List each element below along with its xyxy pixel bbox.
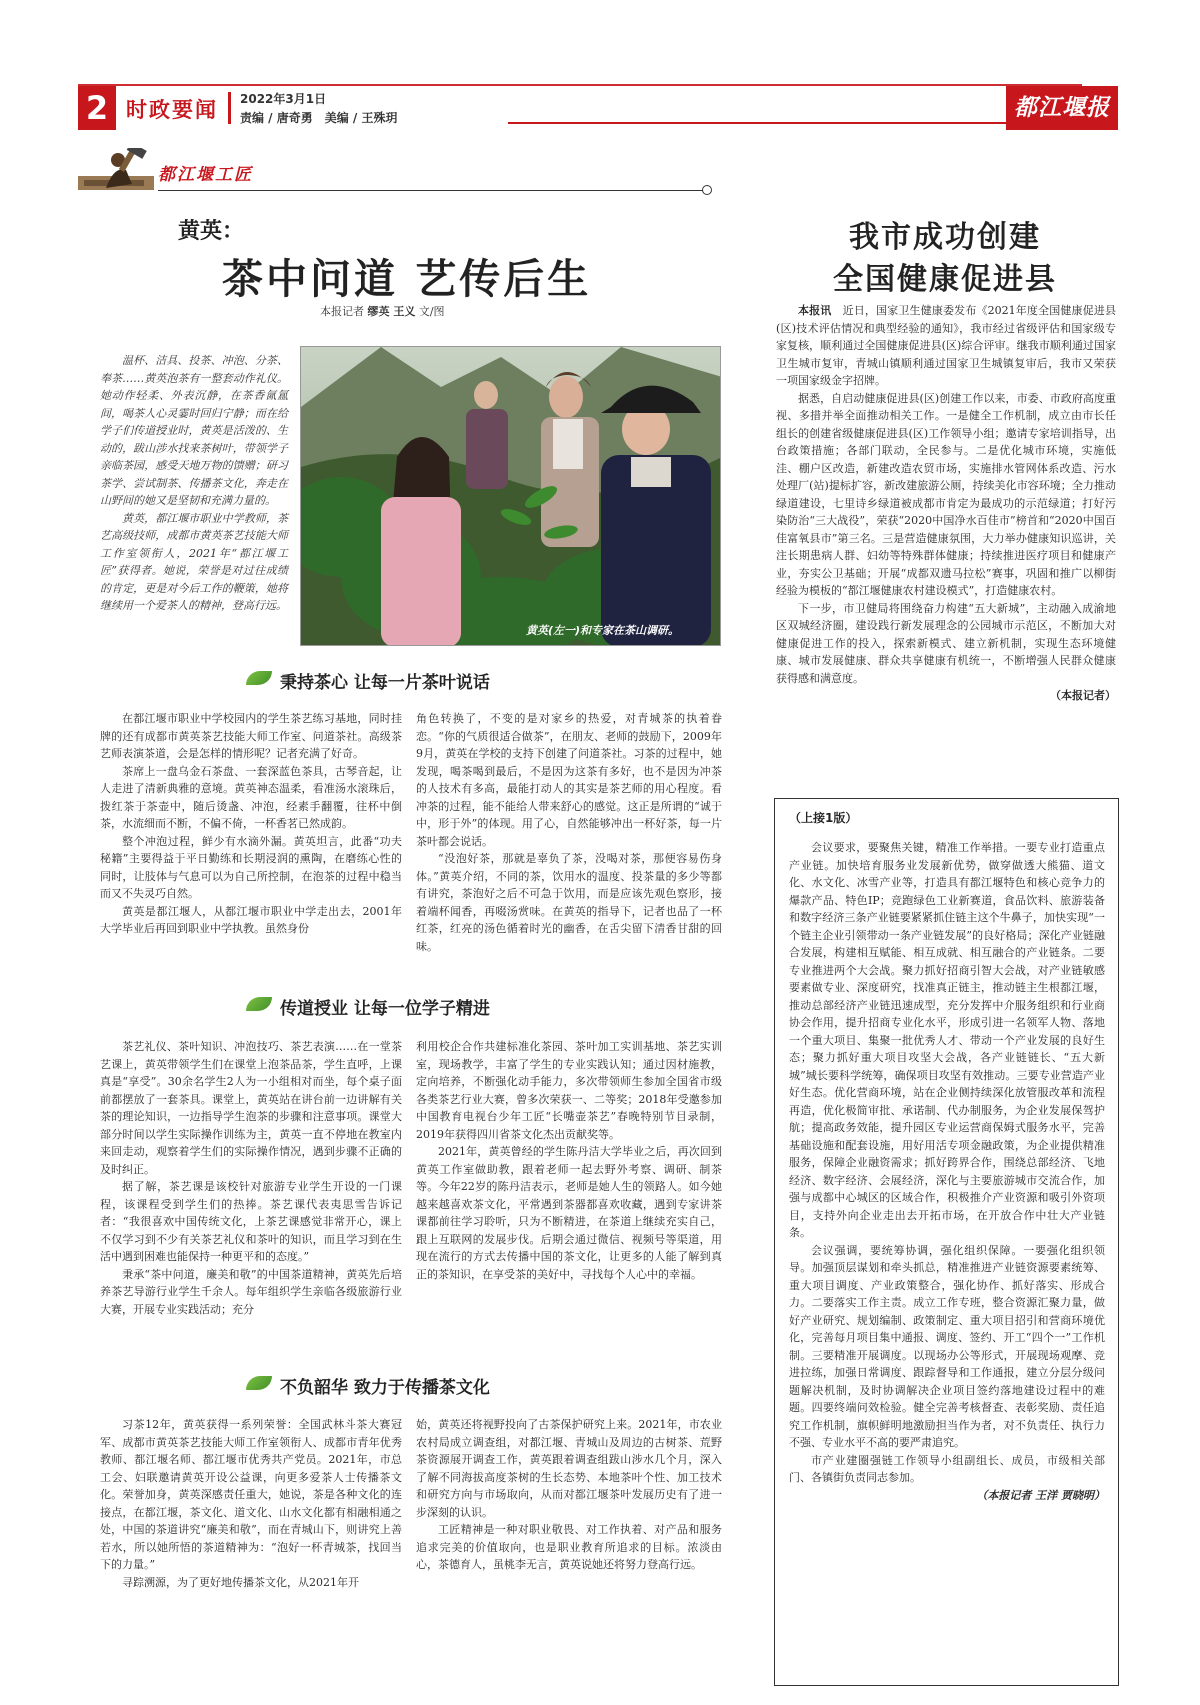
masthead-divider <box>228 92 231 124</box>
section-title: 时政要闻 <box>126 98 218 122</box>
photo-caption: 黄英(左一)和专家在茶山调研。 <box>526 624 680 637</box>
body-paragraph: 习茶12年，黄英获得一系列荣誉：全国武林斗茶大赛冠军、成都市黄英茶艺技能大师工作室领衔人、成都市青年优秀教师、都江堰名师、都江堰市优秀共产党员。2021年，市总工会、妇联邀请黄英开设公益课，向更多爱茶人士传播茶文化。荣誉加身，黄英深感责任重大，她说，茶是各种文化的连接点，在都江堰，茶文化、道文化、山水文化都有相融相通之处，中国的茶道讲究“廉美和敬”，而在青城山下，则讲究上善若水，所以她所悟的茶道精神为：“泡好一杯青城茶，找回当下的力量。” <box>100 1418 402 1571</box>
lead-tag: 本报讯 <box>798 304 832 317</box>
right-article-byline: （本报记者） <box>1050 689 1116 702</box>
body-paragraph <box>776 302 1116 390</box>
body-paragraph: 茶艺礼仪、茶叶知识、冲泡技巧、茶艺表演……在一堂茶艺课上，黄英带领学生们在课堂上泡茶品茶，学生直呼，上课真是“享受”。30余名学生2人为一小组相对而坐，每个桌子面前都摆放了一套茶具。课堂上，黄英站在讲台前一边讲解有关茶的理论知识，一边指导学生泡茶的步骤和注意事项。课堂大部分时间以学生实际操作训练为主，黄英一直不停地在教室内来回走动，观察着学生们的实际操作情况，遇到步骤不正确的及时纠正。 <box>100 1040 402 1176</box>
tea-garden-photo <box>301 347 721 646</box>
byline-names: 缪英 王义 <box>367 305 416 318</box>
craftsman-hammer-icon <box>78 148 154 192</box>
body-paragraph: 会议要求，要聚焦关键，精准工作举措。一要专业打造重点产业链。加快培育服务业发展新优势，做穿做透大熊猫、道文化、水文化、冰雪产业等，打造具有都江堰特色和核心竞争力的爆款产品、特色IP；竞跑绿色工业新赛道，食品饮料、旅游装备和数字经济三条产业链要紧紧抓住链主这个牛鼻子，加快实现“一个链主企业引领带动一条产业链发展”的良好格局；深化产业链融合发展，构建相互赋能、相互成就、相互融合的产业链条。二要专业推进两个大会战。聚力抓好招商引智大会战，对产业链敏感要素做专业、深度研究，找准真正链主，推动链主生根都江堰，推动总部经济产业链迅速成型，充分发挥中介服务组织和行业商协会作用，提升招商专业化水平，形成引进一名领军人物、落地一个重大项目、集聚一批优秀人才、带动一个产业发展的良好生态；聚力抓好重大项目攻坚大会战，各产业链链长、“五大新城”城长要科学统筹，确保项目攻坚有效推动。三要专业营造产业好生态。优化营商环境，站在企业侧持续深化放管服改革和流程再造，优化极简审批、承诺制、代办制服务，为企业发展保驾护航；提高政务效能，提升园区专业运营商保姆式服务水平，完善基础设施和配套设施，用好用活专项金融政策，为企业提供精准服务，保障企业融资需求；抓好跨界合作，围绕总部经济、飞地经济、数字经济、会展经济，深化与主要旅游城市交流合作，加强与成都中心城区的区域合作，积极推介产业资源和吸引外资项目，支持外向企业走出去开拓市场，在开放合作中壮大产业链条。 <box>789 841 1105 1239</box>
article-photo <box>300 346 721 646</box>
section-1-col-right <box>416 710 722 976</box>
body-paragraph: 会议强调，要统筹协调，强化组织保障。一要强化组织领导。加强顶层谋划和牵头抓总，精准推进产业链资源要素统筹、重大项目调度、产业政策整合，强化协作、抓好落实、形成合力。二要落实工作主责。成立工作专班，整合资源汇聚力量，做好产业研究、规划编制、政策制定、重大项目招引和营商环境优化，完善每月项目集中通报、调度、签约、开工“四个一”工作机制。三要精准开展调度。以现场办公等形式，开展现场观摩、竞进拉练，加强日常调度、跟踪督导和工作通报，建立分层分级问题解决机制，及时协调解决企业项目签约落地建设过程中的难题。四要终端问效检验。健全完善考核督查、表彰奖励、责任追究工作机制，旗帜鲜明地激励担当作为者，对不负责任、执行力不强、专业水平不高的要严肃追究。 <box>789 1243 1105 1449</box>
body-paragraph: 寻踪溯源，为了更好地传播茶文化，从2021年开 <box>122 1575 359 1589</box>
column-name: 都江堰工匠 <box>158 165 253 185</box>
body-paragraph: 2021年，黄英曾经的学生陈丹洁大学毕业之后，再次回到黄英工作室做助教，跟着老师一起去野外考察、调研、制茶等。今年22岁的陈丹洁表示，老师是她人生的领路人。如今她越来越喜欢茶文化，平常遇到茶器都喜欢收藏，遇到专家讲茶课都前往学习聆听，只为不断精进，在茶道上继续充实自己，跟上互联网的发展步伐。后期会通过微信、视频号等渠道，用现在流行的方式去传播中国的茶文化，让更多的人能了解到真正的茶知识，在享受茶的美好中，寻找每个人心中的幸福。 <box>416 1145 722 1281</box>
body-paragraph: “没泡好茶，那就是辜负了茶，没喝对茶，那便容易伤身体。”黄英介绍，不同的茶，饮用水的温度、投茶量的多少等都有讲究，茶泡好之后不可急于饮用，而是应该先观色察形，接着端杯闻香，再啜汤赏味。在黄英的指导下，记者也品了一杯红茶，红亮的汤色循着时光的幽香，在舌尖留下清香甘甜的回味。 <box>416 852 722 953</box>
section-1-col-left <box>100 710 402 976</box>
subhead-2: 传道授业 让每一位学子精进 <box>280 999 490 1019</box>
tea-leaf-icon <box>246 671 272 685</box>
editor-credits: 责编 / 唐奇勇 美编 / 王殊玥 <box>240 111 398 125</box>
masthead-underline <box>508 122 1082 124</box>
body-paragraph: 始，黄英还将视野投向了古茶保护研究上来。2021年，市农业农村局成立调查组，对都江堰、青城山及周边的古树茶、荒野茶资源展开调查工作，黄英跟着调查组跋山涉水几个月，深入了解不同海拔高度茶树的生长态势、本地茶叶个性、加工技术和研究方向与市场取向，从而对都江堰茶叶发展历史有了进一步深刻的认识。 <box>416 1418 722 1519</box>
body-paragraph: 秉承“茶中问道，廉美和敬”的中国茶道精神，黄英先后培养茶艺导游行业学生千余人。每年组织学生亲临各级旅游行业大赛，开展专业实践活动；充分 <box>100 1267 402 1316</box>
body-paragraph: 在都江堰市职业中学校园内的学生茶艺练习基地，同时挂牌的还有成都市黄英茶艺技能大师工作室、问道茶社。高级茶艺师表演茶道，会是怎样的情形呢？记者充满了好奇。 <box>100 712 402 760</box>
body-paragraph: 黄英是都江堰人，从都江堰市职业中学走出去，2001年大学毕业后再回到职业中学执教。虽然身份 <box>100 904 402 935</box>
banner-rule <box>158 190 706 191</box>
masthead <box>78 86 1118 130</box>
body-paragraph: 据了解，茶艺课是该校针对旅游专业学生开设的一门课程，该课程受到学生们的热捧。茶艺课代表夷思雪告诉记者：“我很喜欢中国传统文化，上茶艺课感觉非常开心，课上不仅学习到不少有关茶艺礼仪和茶叶的知识，而且学习到在生活中遇到困难也能保持一种更平和的态度。” <box>100 1180 402 1263</box>
section-2-col-right <box>416 1038 722 1358</box>
article-intro <box>100 352 288 615</box>
continued-article-byline: （本报记者 王洋 贾晓明） <box>976 1488 1105 1502</box>
right-article-body <box>776 302 1116 762</box>
banner-dot <box>702 185 712 195</box>
lead-text: 近日，国家卫生健康委发布《2021年度全国健康促进县(区)技术评估情况和典型经验的通知》，我市经过省级评估和国家级专家复核，顺利通过全国健康促进县(区)综合评审。继我市顺利通过国家卫生城市复审，青城山镇顺利通过国家卫生城镇复审后，我市又荣获一项国家级金字招牌。 <box>776 304 1116 387</box>
column-banner <box>78 148 718 198</box>
page-number: 2 <box>78 86 116 130</box>
body-paragraph: 利用校企合作共建标准化茶园、茶叶加工实训基地、茶艺实训室，现场教学，丰富了学生的专业实践认知；通过因材施教，定向培养，不断强化动手能力，多次带领师生参加全国省市级各类茶艺行业大赛，曾多次荣获一、二等奖；2018年受邀参加中国教育电视台少年工匠“长嘴壶茶艺”春晚特别节目录制，2019年获得四川省茶文化杰出贡献奖等。 <box>416 1040 722 1141</box>
body-paragraph: 市产业建圈强链工作领导小组副组长、成员，市级相关部门、各镇街负责同志参加。 <box>789 1453 1105 1484</box>
subhead-1: 秉持茶心 让每一片茶叶说话 <box>280 673 490 693</box>
article-byline <box>320 303 445 319</box>
right-article-title-line2: 全国健康促进县 <box>833 262 1057 297</box>
issue-date: 2022年3月1日 <box>240 92 327 106</box>
section-3-col-left <box>100 1416 402 1686</box>
newspaper-logo: 都江堰报 <box>1006 86 1118 130</box>
subhead-3: 不负韶华 致力于传播茶文化 <box>280 1378 490 1398</box>
body-paragraph: 茶席上一盘乌金石茶盘、一套深蓝色茶具，古琴音起，让人走进了清新典雅的意境。黄英神态温柔，看准汤水滚珠后，拨红茶于茶壶中，随后烫盏、冲泡，经素手翻覆，往杯中倒茶，水流细而不断，不偏不倚，一杯香茗已然成韵。 <box>100 764 402 830</box>
article-title: 茶中问道 艺传后生 <box>222 255 592 303</box>
continued-article-box <box>774 798 1119 1686</box>
tea-leaf-icon <box>246 1376 272 1390</box>
body-paragraph: 据悉，自启动健康促进县(区)创建工作以来，市委、市政府高度重视、多措并举全面推动相关工作。一是健全工作机制，成立由市长任组长的创建省级健康促进县(区)工作领导小组；邀请专家培训指导，出台政策措施；各部门联动，全民参与。二是优化城市环境，实施低洼、棚户区改造，新建改造农贸市场，实施排水管网体系改造、污水处理厂(站)提标扩容，新改建旅游公厕，持续美化市容环境；全力推动绿道建设，七里诗乡绿道被成都市肯定为最成功的示范绿道；打好污染防治“三大战役”，荣获“2020中国净水百佳市”榜首和“2020中国百佳富氧县市”第三名。三是营造健康氛围，大力举办健康知识巡讲，关注长期患病人群、妇幼等特殊群体健康；持续推进医疗项目和健康产业，夯实公卫基础；开展“成都双遗马拉松”赛事，巩固和推广以柳街经验为模板的“都江堰健康农村建设模式”，打造健康农村。 <box>776 391 1116 597</box>
tea-leaf-icon <box>246 997 272 1011</box>
right-article-title-line1: 我市成功创建 <box>849 220 1041 255</box>
body-paragraph: 整个冲泡过程，鲜少有水滴外漏。黄英坦言，此番“功夫秘籍”主要得益于平日勤练和长期浸润的熏陶，在磨练心性的同时，让肢体与气息可以为自己所控制，在泡茶的过程中稳当而又不失灵巧自然。 <box>100 834 402 900</box>
section-2-col-left <box>100 1038 402 1358</box>
byline-prefix: 本报记者 <box>320 305 364 318</box>
byline-suffix: 文/图 <box>418 305 445 318</box>
intro-paragraph: 黄英，都江堰市职业中学教师，茶艺高级技师，成都市黄英茶艺技能大师工作室领衔人，2021年“都江堰工匠”获得者。她说，荣誉是对过往成绩的肯定，更是对今后工作的鞭策，她将继续用一个爱茶人的精神，登高行远。 <box>100 511 288 612</box>
continued-article-body <box>789 839 1105 1679</box>
masthead-rule <box>78 84 1082 86</box>
section-3-col-right <box>416 1416 722 1686</box>
article-pretitle: 黄英： <box>178 219 245 244</box>
body-paragraph: 角色转换了，不变的是对家乡的热爱，对青城茶的执着眷恋。“你的气质很适合做茶”，在朋友、老师的鼓励下，2009年9月，黄英在学校的支持下创建了问道茶社。习茶的过程中，她发现，喝茶喝到最后，不是因为这茶有多好，也不是因为冲茶的人技术有多高，最能打动人的其实是茶艺师的用心程度。看冲茶的过程，能不能给人带来舒心的感觉。这正是所谓的“诚于中，形于外”的体现。用了心，自然能够冲出一杯好茶，每一片茶叶都会说话。 <box>416 712 722 848</box>
body-paragraph: 工匠精神是一种对职业敬畏、对工作执着、对产品和服务追求完美的价值取向，也是职业教育所追求的目标。浓淡由心，茶德育人，虽桃李无言，黄英说她还将努力登高行远。 <box>416 1523 722 1571</box>
intro-paragraph: 温杯、洁具、投茶、冲泡、分茶、奉茶……黄英泡茶有一整套动作礼仪。她动作轻柔、外表沉静，在茶香氤氲间，喝茶人心灵霎时回归宁静；而在给学子们传道授业时，黄英是活泼的、生动的，跋山涉水找来茶树叶，带领学子亲临茶园，感受天地万物的馈赠；研习茶学、尝试制茶、传播茶文化，奔走在山野间的她又是坚韧和充满力量的。 <box>100 354 288 507</box>
body-paragraph: 下一步，市卫健局将围绕奋力构建“五大新城”，主动融入成渝地区双城经济圈，建设践行新发展理念的公园城市示范区，不断加大对健康促进工作的投入，探索新模式、建立新机制，实现生态环境健康、城市发展健康、群众共享健康有机统一，不断增强人民群众健康获得感和满意度。 <box>776 601 1116 685</box>
continued-tag: （上接1版） <box>789 811 858 825</box>
